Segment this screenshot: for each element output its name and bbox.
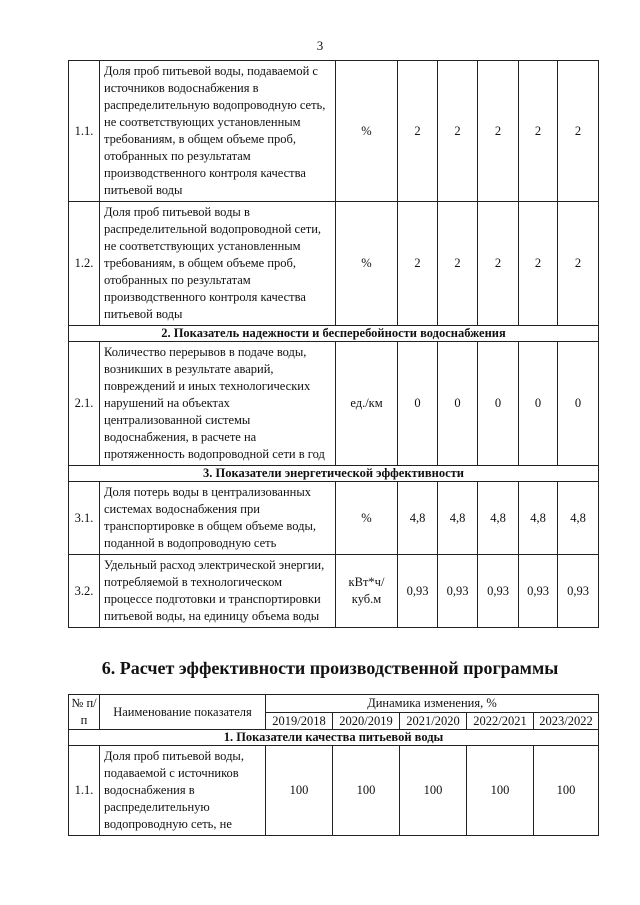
row-value: 2 — [558, 202, 599, 326]
header-year: 2020/2019 — [333, 712, 400, 730]
row-unit: % — [336, 202, 398, 326]
row-num: 3.2. — [69, 555, 100, 628]
row-num: 3.1. — [69, 482, 100, 555]
row-unit: ед./км — [336, 342, 398, 466]
header-year: 2023/2022 — [534, 712, 599, 730]
section-row: 2. Показатель надежности и бесперебойности водоснабжения — [69, 326, 599, 342]
row-value: 100 — [400, 746, 467, 836]
row-value: 100 — [266, 746, 333, 836]
header-num: № п/п — [69, 695, 100, 730]
row-value: 0,93 — [478, 555, 519, 628]
row-name: Доля проб питьевой воды, подаваемой с источников водоснабжения в распределительную водопроводную сеть, не соответствующих установленным требованиям, в общем объеме проб, отобранных по результатам производственного контроля качества питьевой воды — [100, 61, 336, 202]
row-unit: % — [336, 482, 398, 555]
row-name: Количество перерывов в подаче воды, возникших в результате аварий, повреждений и иных технологических нарушений на объектах централизованной системы водоснабжения, в расчете на протяженность водопроводной сети в год — [100, 342, 336, 466]
row-value: 100 — [467, 746, 534, 836]
row-value: 2 — [478, 61, 519, 202]
row-value: 0,93 — [398, 555, 438, 628]
efficiency-table — [68, 694, 599, 836]
row-value: 2 — [438, 61, 478, 202]
row-value: 0 — [519, 342, 558, 466]
row-num: 1.1. — [69, 61, 100, 202]
row-value: 2 — [438, 202, 478, 326]
row-value: 2 — [398, 61, 438, 202]
row-value: 2 — [519, 61, 558, 202]
row-value: 2 — [558, 61, 599, 202]
section-6-heading: 6. Расчет эффективности производственной программы — [101, 658, 559, 678]
row-value: 4,8 — [438, 482, 478, 555]
row-value: 4,8 — [519, 482, 558, 555]
section-row: 1. Показатели качества питьевой воды — [69, 730, 599, 746]
row-value: 0 — [478, 342, 519, 466]
row-name: Доля проб питьевой воды, подаваемой с источников водоснабжения в распределительную водопроводную сеть, не — [100, 746, 266, 836]
header-name: Наименование показателя — [100, 695, 266, 730]
row-value: 100 — [534, 746, 599, 836]
row-value: 0 — [398, 342, 438, 466]
header-year: 2019/2018 — [266, 712, 333, 730]
row-value: 100 — [333, 746, 400, 836]
row-unit: % — [336, 61, 398, 202]
page-number: 3 — [316, 38, 324, 53]
row-name: Доля проб питьевой воды в распределительной водопроводной сети, не соответствующих установленным требованиям, в общем объеме проб, отобранных по результатам производственного контроля качества питьевой воды — [100, 202, 336, 326]
row-value: 0,93 — [558, 555, 599, 628]
row-value: 4,8 — [478, 482, 519, 555]
row-value: 0 — [558, 342, 599, 466]
row-unit: кВт*ч/куб.м — [336, 555, 398, 628]
row-value: 2 — [519, 202, 558, 326]
row-value: 2 — [478, 202, 519, 326]
row-num: 2.1. — [69, 342, 100, 466]
row-value: 0,93 — [438, 555, 478, 628]
row-name: Доля потерь воды в централизованных системах водоснабжения при транспортировке в общем объеме воды, поданной в водопроводную сеть — [100, 482, 336, 555]
row-value: 0,93 — [519, 555, 558, 628]
row-value: 2 — [398, 202, 438, 326]
row-value: 4,8 — [398, 482, 438, 555]
header-year: 2021/2020 — [400, 712, 467, 730]
section-row: 3. Показатели энергетической эффективности — [69, 466, 599, 482]
indicators-table — [68, 60, 599, 628]
header-year: 2022/2021 — [467, 712, 534, 730]
row-name: Удельный расход электрической энергии, потребляемой в технологическом процессе подготовки и транспортировки питьевой воды, на единицу объема воды — [100, 555, 336, 628]
row-num: 1.1. — [69, 746, 100, 836]
row-value: 0 — [438, 342, 478, 466]
row-num: 1.2. — [69, 202, 100, 326]
row-value: 4,8 — [558, 482, 599, 555]
header-dynamics: Динамика изменения, % — [266, 695, 599, 713]
